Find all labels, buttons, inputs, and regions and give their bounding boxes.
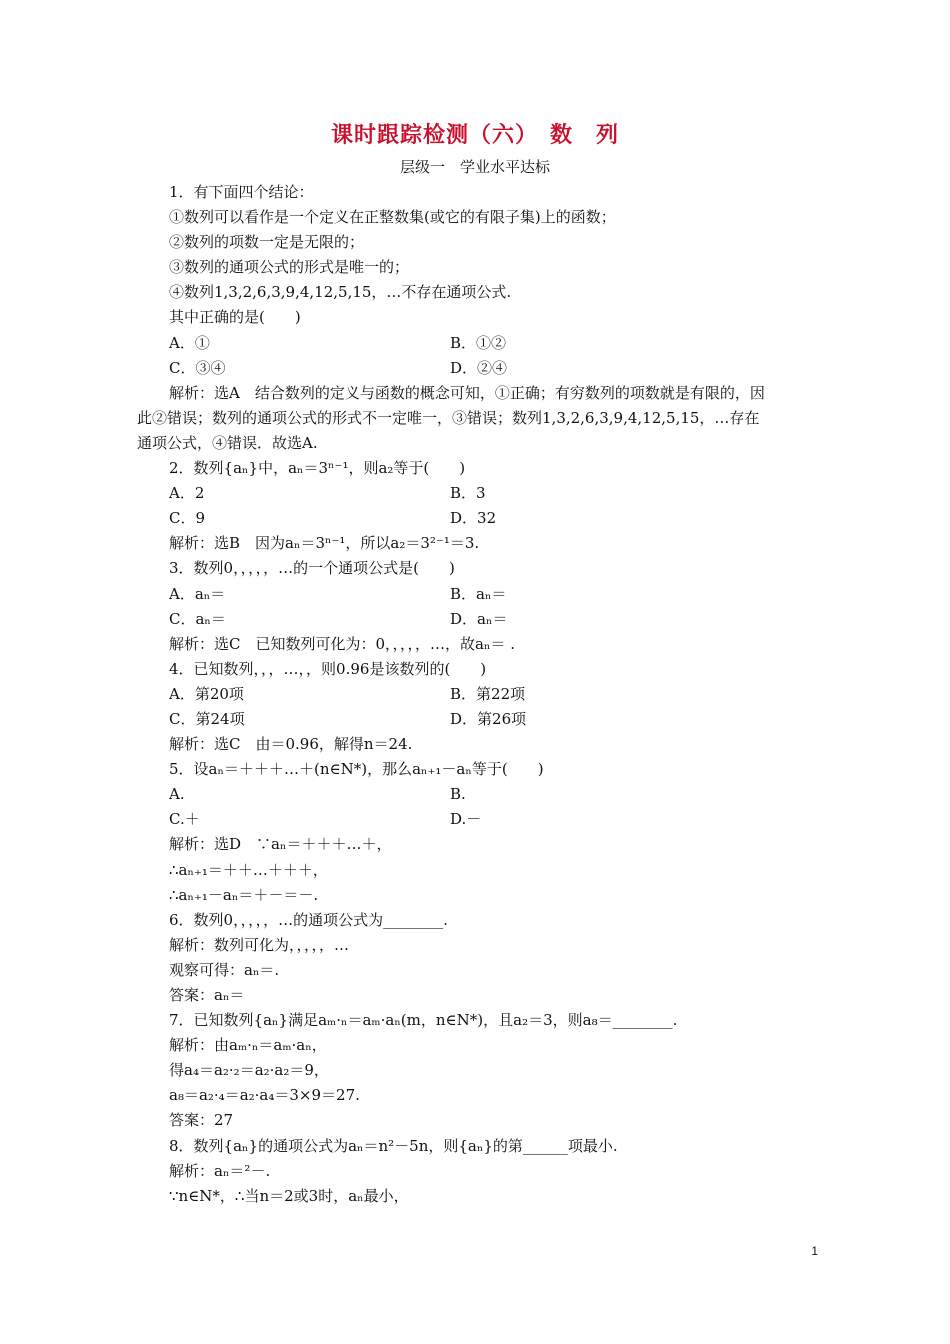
text-line: 答案：aₙ＝ xyxy=(169,986,245,1004)
option-left: A．aₙ＝ xyxy=(169,584,226,603)
text-line: 解析：选C 由＝0.96，解得n＝24. xyxy=(169,735,413,754)
text-line: 5．设aₙ＝＋＋＋…＋(n∈N*)，那么aₙ₊₁－aₙ等于( ) xyxy=(169,760,544,779)
text-line: 解析：aₙ＝²－. xyxy=(169,1161,271,1180)
option-left: C．③④ xyxy=(169,358,226,377)
option-right: B. xyxy=(450,785,466,804)
text-line: 6．数列0，，，，，…的通项公式为________. xyxy=(169,910,448,929)
answer-options-row xyxy=(137,807,817,832)
document-body xyxy=(137,180,817,1209)
answer-options-row xyxy=(137,356,817,381)
text-line: 解析：选D ∵aₙ＝＋＋＋…＋， xyxy=(169,835,392,854)
text-line: 解析：选A 结合数列的定义与函数的概念可知，①正确；有穷数列的项数就是有限的，因 xyxy=(169,383,765,402)
text-line: 得a₄＝a₂·₂＝a₂·a₂＝9， xyxy=(169,1061,329,1080)
text-line: 2．数列{aₙ}中，aₙ＝3ⁿ⁻¹，则a₂等于( ) xyxy=(169,459,466,478)
text-line: ④数列1,3,2,6,3,9,4,12,5,15，…不存在通项公式. xyxy=(169,283,512,302)
option-right: B．3 xyxy=(450,484,486,503)
text-line: 3．数列0，，，，，…的一个通项公式是( ) xyxy=(169,559,455,578)
option-right: B．①② xyxy=(450,333,507,352)
option-right: D．②④ xyxy=(450,358,508,377)
text-line: ∴aₙ₊₁－aₙ＝＋－＝－. xyxy=(169,885,319,904)
text-line: 1．有下面四个结论： xyxy=(169,183,314,201)
text-line: 解析：由aₘ·ₙ＝aₘ·aₙ， xyxy=(169,1036,327,1055)
text-line: ∵n∈N*，∴当n＝2或3时，aₙ最小， xyxy=(169,1186,409,1205)
text-line: 其中正确的是( ) xyxy=(169,308,301,327)
option-left: C.＋ xyxy=(169,810,200,829)
section-subtitle: 层级一 学业水平达标 xyxy=(399,158,550,176)
option-left: C．第24项 xyxy=(169,709,245,728)
option-left: A．第20项 xyxy=(169,684,244,703)
text-line: ∴aₙ₊₁＝＋＋…＋＋＋， xyxy=(169,860,328,879)
text-line: ③数列的通项公式的形式是唯一的； xyxy=(169,258,410,277)
text-line: 解析：选B 因为aₙ＝3ⁿ⁻¹，所以a₂＝3²⁻¹＝3. xyxy=(169,534,480,553)
text-line: 7．已知数列{aₙ}满足aₘ·ₙ＝aₘ·aₙ(m，n∈N*)，且a₂＝3，则a₈＝________. xyxy=(169,1011,678,1030)
text-line: 4．已知数列，，，…，，则0.96是该数列的( ) xyxy=(169,659,487,678)
text-line-continued: 通项公式，④错误．故选A. xyxy=(137,433,318,452)
text-line: a₈＝a₂·₄＝a₂·a₄＝3×9＝27. xyxy=(169,1086,360,1105)
answer-options-row xyxy=(137,682,817,707)
option-right: D．aₙ＝ xyxy=(450,609,508,628)
answer-options-row xyxy=(137,506,817,531)
answer-options-row xyxy=(137,707,817,732)
option-right: B．第22项 xyxy=(450,684,526,703)
text-line: 观察可得：aₙ＝. xyxy=(169,960,280,979)
option-left: A．2 xyxy=(169,484,205,503)
option-left: A. xyxy=(169,785,185,804)
answer-options-row xyxy=(137,582,817,607)
option-left: C．aₙ＝ xyxy=(169,609,226,628)
text-line-continued: 此②错误；数列的通项公式的形式不一定唯一，③错误；数列1,3,2,6,3,9,4,12,5,15，…存在 xyxy=(137,408,760,427)
answer-options-row xyxy=(137,782,817,807)
option-right: D．第26项 xyxy=(450,709,527,728)
text-line: ①数列可以看作是一个定义在正整数集(或它的有限子集)上的函数； xyxy=(169,208,616,227)
option-right: B．aₙ＝ xyxy=(450,584,507,603)
option-left: A．① xyxy=(169,333,210,352)
text-line: ②数列的项数一定是无限的； xyxy=(169,233,365,252)
text-line: 8．数列{aₙ}的通项公式为aₙ＝n²－5n，则{aₙ}的第______项最小. xyxy=(169,1136,618,1155)
option-right: D．32 xyxy=(450,509,497,528)
option-right: D.－ xyxy=(450,810,482,829)
page-title: 课时跟踪检测（六） 数 列 xyxy=(330,122,619,148)
answer-options-row xyxy=(137,607,817,632)
answer-options-row xyxy=(137,481,817,506)
answer-options-row xyxy=(137,331,817,356)
option-left: C．9 xyxy=(169,509,206,528)
text-line: 解析：选C 已知数列可化为：0，，，，，…，故aₙ＝ . xyxy=(169,634,515,653)
text-line: 解析：数列可化为，，，，，… xyxy=(169,935,350,954)
text-line: 答案：27 xyxy=(169,1111,234,1130)
page-number: 1 xyxy=(811,1244,818,1258)
